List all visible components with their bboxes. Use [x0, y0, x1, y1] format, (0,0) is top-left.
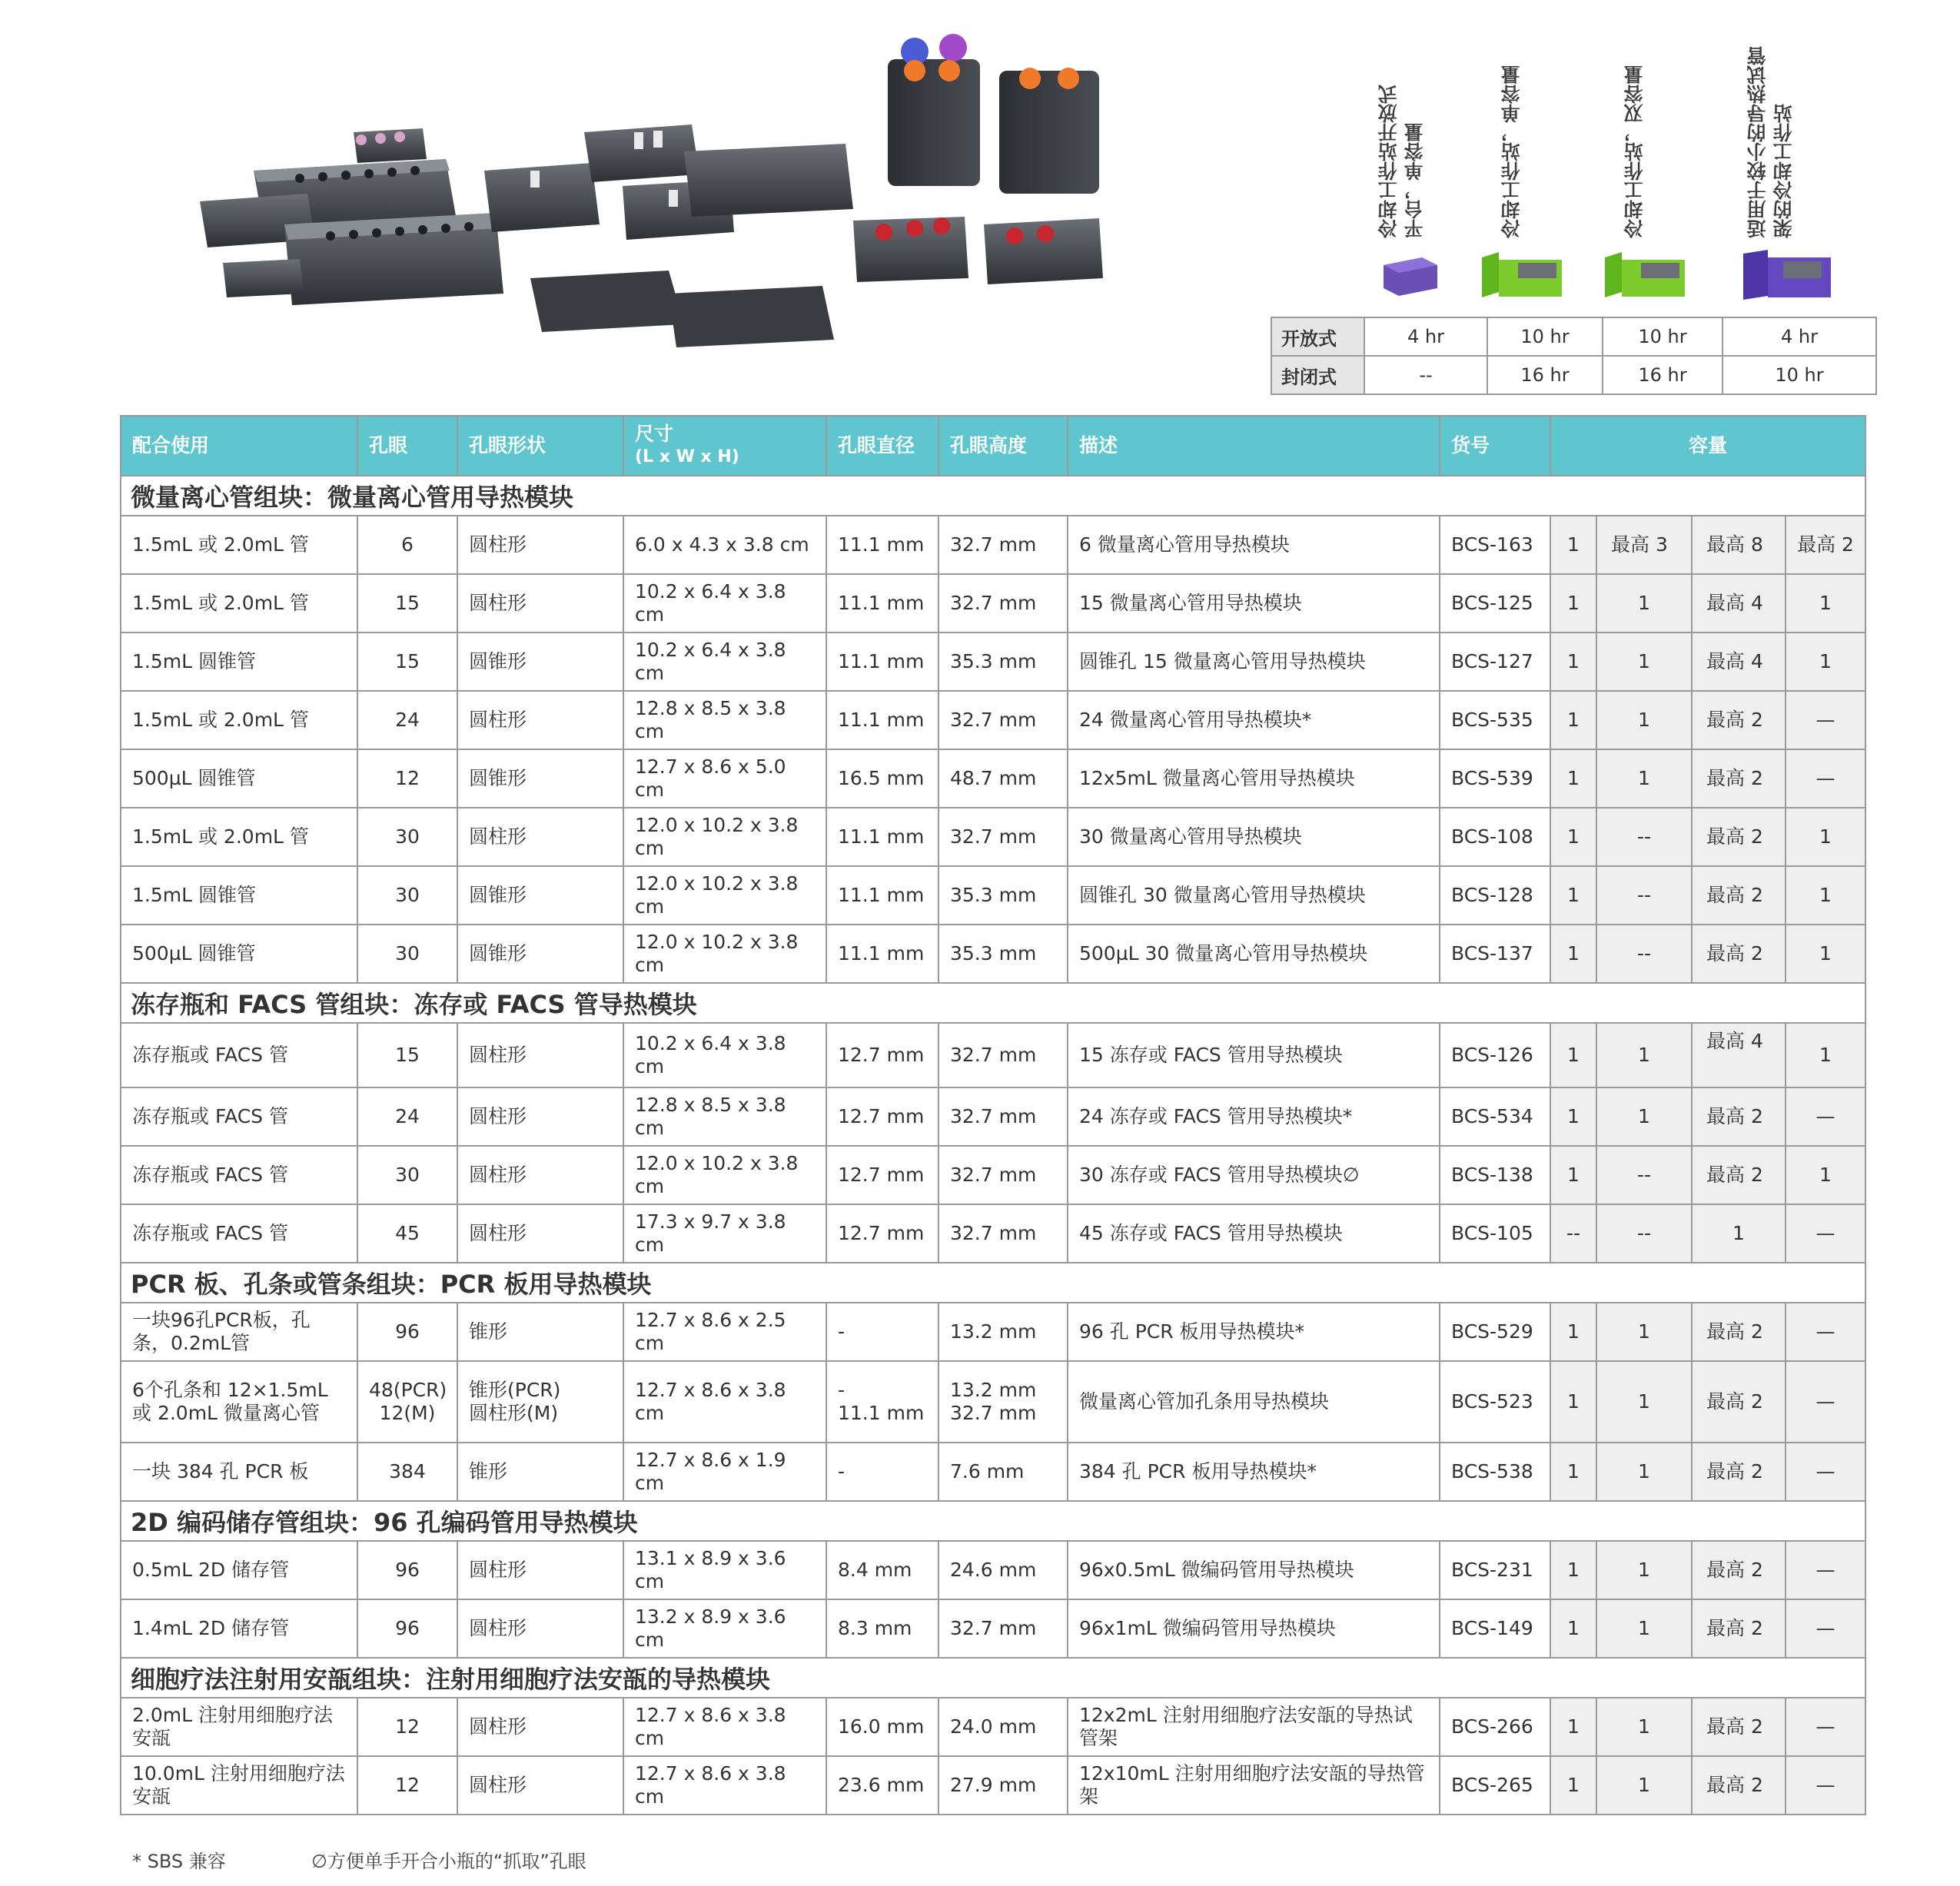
- cell-capacity-1: 1: [1550, 633, 1596, 691]
- cell-size: 10.2 x 6.4 x 3.8 cm: [623, 574, 826, 633]
- cell-capacity-1: 1: [1550, 866, 1596, 925]
- section-header: [121, 476, 1865, 516]
- header-height: 孔眼高度: [938, 416, 1068, 476]
- cell-size: 17.3 x 9.7 x 3.8 cm: [623, 1204, 826, 1263]
- cell-shape: 圆锥形: [457, 749, 623, 808]
- cell-shape: 圆锥形: [457, 633, 623, 691]
- cell-capacity-2: 1: [1596, 574, 1692, 633]
- cell-wells: 24: [357, 691, 457, 749]
- section-header: [121, 1263, 1865, 1303]
- vial-cube-group-icon: [888, 34, 1099, 194]
- closed-time-4: 10 hr: [1722, 356, 1876, 394]
- cell-use: 1.5mL 或 2.0mL 管: [121, 516, 357, 574]
- cell-capacity-1: 1: [1550, 1087, 1596, 1146]
- cell-height: 48.7 mm: [938, 749, 1068, 808]
- header-use: 配合使用: [121, 416, 357, 476]
- cell-capacity-1: 1: [1550, 1361, 1596, 1443]
- cell-capacity-2: 1: [1596, 1599, 1692, 1658]
- cell-diameter: 11.1 mm: [826, 691, 938, 749]
- header-wells: 孔眼: [357, 416, 457, 476]
- cell-description: 15 冻存或 FACS 管用导热模块: [1068, 1023, 1440, 1087]
- cell-wells: 12: [357, 749, 457, 808]
- cell-size: 12.7 x 8.6 x 1.9 cm: [623, 1443, 826, 1501]
- cell-part-number: BCS-265: [1440, 1756, 1550, 1815]
- small-rack-workstation-icon: [1737, 246, 1837, 304]
- cell-height: 32.7 mm: [938, 691, 1068, 749]
- cell-height: 24.0 mm: [938, 1698, 1068, 1756]
- header-size-label: 尺寸: [635, 423, 674, 445]
- cell-shape: 圆柱形: [457, 1756, 623, 1815]
- cell-use: 1.5mL 或 2.0mL 管: [121, 574, 357, 633]
- cell-size: 13.1 x 8.9 x 3.6 cm: [623, 1541, 826, 1599]
- cell-description: 96x0.5mL 微编码管用导热模块: [1068, 1541, 1440, 1599]
- cell-use: 冻存瓶或 FACS 管: [121, 1146, 357, 1204]
- cell-shape: 圆柱形: [457, 1087, 623, 1146]
- table-row: [121, 1087, 1865, 1146]
- cell-part-number: BCS-523: [1440, 1361, 1550, 1443]
- cell-capacity-1: 1: [1550, 574, 1596, 633]
- cell-capacity-3: 最高 2: [1692, 866, 1786, 925]
- cell-use: 10.0mL 注射用细胞疗法安瓿: [121, 1756, 357, 1815]
- workstation-label-4: 适用于较小的导热试管 架的冷却工作站: [1746, 46, 1795, 238]
- cell-capacity-1: 1: [1550, 1756, 1596, 1815]
- table-row: [121, 574, 1865, 633]
- cell-capacity-3: 最高 2: [1692, 1541, 1786, 1599]
- footnote-grab: ∅方便单手开合小瓶的“抓取”孔眼: [311, 1851, 586, 1872]
- cell-capacity-4: —: [1786, 691, 1865, 749]
- cell-capacity-2: 最高 3: [1596, 516, 1692, 574]
- cell-description: 96x1mL 微编码管用导热模块: [1068, 1599, 1440, 1658]
- cell-wells: 30: [357, 866, 457, 925]
- cell-capacity-4: —: [1786, 1303, 1865, 1361]
- cell-capacity-4: 1: [1786, 1023, 1865, 1087]
- cell-capacity-4: 1: [1786, 866, 1865, 925]
- cell-shape: 锥形: [457, 1303, 623, 1361]
- cell-shape: 圆柱形: [457, 1146, 623, 1204]
- cell-capacity-2: --: [1596, 808, 1692, 866]
- cell-part-number: BCS-108: [1440, 808, 1550, 866]
- cell-description: 500µL 30 微量离心管用导热模块: [1068, 925, 1440, 983]
- cell-diameter: 8.3 mm: [826, 1599, 938, 1658]
- open-time-4: 4 hr: [1722, 317, 1876, 356]
- cell-shape: 圆柱形: [457, 808, 623, 866]
- cell-use: 冻存瓶或 FACS 管: [121, 1023, 357, 1087]
- open-workstation-single-icon: [1380, 246, 1441, 300]
- cell-description: 12x5mL 微量离心管用导热模块: [1068, 749, 1440, 808]
- cell-wells: 45: [357, 1204, 457, 1263]
- open-time-3: 10 hr: [1603, 317, 1722, 356]
- product-photo: [192, 17, 1138, 355]
- workstation-label-1: 冷却工作站开放式 平台，单容量: [1377, 85, 1426, 238]
- cell-capacity-3: 最高 2: [1692, 925, 1786, 983]
- cell-description: 96 孔 PCR 板用导热模块*: [1068, 1303, 1440, 1361]
- cell-capacity-4: 最高 2: [1786, 516, 1865, 574]
- workstation-double-icon: [1599, 246, 1691, 304]
- cell-capacity-2: 1: [1596, 691, 1692, 749]
- cell-capacity-4: —: [1786, 1599, 1865, 1658]
- cell-height: 35.3 mm: [938, 866, 1068, 925]
- cell-part-number: BCS-266: [1440, 1698, 1550, 1756]
- cell-diameter: -: [826, 1443, 938, 1501]
- microtube-block-group-icon: [200, 128, 503, 305]
- header-description: 描述: [1068, 416, 1440, 476]
- cell-height: 32.7 mm: [938, 1023, 1068, 1087]
- cell-part-number: BCS-126: [1440, 1023, 1550, 1087]
- header-shape: 孔眼形状: [457, 416, 623, 476]
- cell-shape: 圆柱形: [457, 1204, 623, 1263]
- section-title: 2D 编码储存管组块：96 孔编码管用导热模块: [121, 1501, 1865, 1541]
- table-row: [121, 1756, 1865, 1815]
- cell-description: 24 冻存或 FACS 管用导热模块*: [1068, 1087, 1440, 1146]
- cell-description: 24 微量离心管用导热模块*: [1068, 691, 1440, 749]
- cell-description: 12x10mL 注射用细胞疗法安瓿的导热管架: [1068, 1756, 1440, 1815]
- cell-part-number: BCS-163: [1440, 516, 1550, 574]
- cell-part-number: BCS-125: [1440, 574, 1550, 633]
- cell-capacity-3: 最高 4: [1692, 633, 1786, 691]
- cell-capacity-4: —: [1786, 1541, 1865, 1599]
- open-time-1: 4 hr: [1364, 317, 1487, 356]
- cell-capacity-4: 1: [1786, 1146, 1865, 1204]
- cell-capacity-1: 1: [1550, 749, 1596, 808]
- cell-height: 32.7 mm: [938, 1204, 1068, 1263]
- cell-capacity-2: 1: [1596, 1541, 1692, 1599]
- cell-height: 35.3 mm: [938, 633, 1068, 691]
- cell-shape: 锥形(PCR) 圆柱形(M): [457, 1361, 623, 1443]
- cell-diameter: 11.1 mm: [826, 808, 938, 866]
- cell-wells: 6: [357, 516, 457, 574]
- cell-capacity-2: --: [1596, 1146, 1692, 1204]
- cell-capacity-3: 最高 2: [1692, 1303, 1786, 1361]
- cell-height: 27.9 mm: [938, 1756, 1068, 1815]
- cell-use: 一块 384 孔 PCR 板: [121, 1443, 357, 1501]
- cell-use: 1.5mL 或 2.0mL 管: [121, 808, 357, 866]
- cell-capacity-3: 最高 2: [1692, 1361, 1786, 1443]
- cell-capacity-1: 1: [1550, 691, 1596, 749]
- cell-size: 12.7 x 8.6 x 3.8 cm: [623, 1756, 826, 1815]
- cell-part-number: BCS-538: [1440, 1443, 1550, 1501]
- cell-diameter: 16.5 mm: [826, 749, 938, 808]
- cell-diameter: 8.4 mm: [826, 1541, 938, 1599]
- cell-part-number: BCS-149: [1440, 1599, 1550, 1658]
- cell-diameter: 12.7 mm: [826, 1204, 938, 1263]
- cell-capacity-2: 1: [1596, 1698, 1692, 1756]
- cell-use: 冻存瓶或 FACS 管: [121, 1087, 357, 1146]
- cell-size: 12.0 x 10.2 x 3.8 cm: [623, 1146, 826, 1204]
- cell-capacity-2: 1: [1596, 749, 1692, 808]
- cell-height: 13.2 mm: [938, 1303, 1068, 1361]
- cell-size: 12.8 x 8.5 x 3.8 cm: [623, 1087, 826, 1146]
- table-row: [121, 925, 1865, 983]
- workstation-row-open: [1271, 317, 1876, 356]
- cell-capacity-3: 最高 2: [1692, 1087, 1786, 1146]
- cell-height: 32.7 mm: [938, 1146, 1068, 1204]
- cell-shape: 圆柱形: [457, 1599, 623, 1658]
- cell-part-number: BCS-137: [1440, 925, 1550, 983]
- cell-size: 12.0 x 10.2 x 3.8 cm: [623, 808, 826, 866]
- cell-description: 30 微量离心管用导热模块: [1068, 808, 1440, 866]
- cell-wells: 96: [357, 1303, 457, 1361]
- section-title: 冻存瓶和 FACS 管组块：冻存或 FACS 管导热模块: [121, 983, 1865, 1023]
- cell-description: 6 微量离心管用导热模块: [1068, 516, 1440, 574]
- workstation-single-icon: [1476, 246, 1568, 304]
- cell-capacity-3: 最高 2: [1692, 1756, 1786, 1815]
- cell-capacity-4: 1: [1786, 574, 1865, 633]
- cell-shape: 圆柱形: [457, 1023, 623, 1087]
- workstation-label-2: 冷却工作站，单容量: [1500, 65, 1523, 238]
- table-row: [121, 1698, 1865, 1756]
- cell-capacity-1: 1: [1550, 1146, 1596, 1204]
- open-time-2: 10 hr: [1487, 317, 1603, 356]
- cell-capacity-2: 1: [1596, 1361, 1692, 1443]
- cell-size: 13.2 x 8.9 x 3.6 cm: [623, 1599, 826, 1658]
- cell-diameter: 12.7 mm: [826, 1146, 938, 1204]
- cell-capacity-4: 1: [1786, 633, 1865, 691]
- cell-part-number: BCS-128: [1440, 866, 1550, 925]
- cell-part-number: BCS-127: [1440, 633, 1550, 691]
- cell-shape: 圆柱形: [457, 1698, 623, 1756]
- product-table: [120, 415, 1866, 1815]
- cell-capacity-2: 1: [1596, 1303, 1692, 1361]
- cell-use: 1.5mL 圆锥管: [121, 633, 357, 691]
- workstation-label-3: 冷却工作站，双容量: [1623, 65, 1646, 238]
- cell-capacity-1: 1: [1550, 925, 1596, 983]
- cell-capacity-3: 最高 2: [1692, 1146, 1786, 1204]
- table-row: [121, 1361, 1865, 1443]
- cell-capacity-1: 1: [1550, 1599, 1596, 1658]
- ampule-block-group-icon: [853, 217, 1103, 284]
- table-row: [121, 516, 1865, 574]
- cell-part-number: BCS-534: [1440, 1087, 1550, 1146]
- cell-shape: 圆锥形: [457, 866, 623, 925]
- footnote-sbs: * SBS 兼容: [132, 1851, 226, 1872]
- cell-diameter: 12.7 mm: [826, 1087, 938, 1146]
- cell-wells: 24: [357, 1087, 457, 1146]
- cell-height: 32.7 mm: [938, 1599, 1068, 1658]
- section-title: PCR 板、孔条或管条组块：PCR 板用导热模块: [121, 1263, 1865, 1303]
- cell-capacity-2: 1: [1596, 633, 1692, 691]
- cell-use: 1.5mL 或 2.0mL 管: [121, 691, 357, 749]
- cell-diameter: 11.1 mm: [826, 574, 938, 633]
- table-row: [121, 1599, 1865, 1658]
- cell-capacity-4: —: [1786, 1361, 1865, 1443]
- cell-capacity-4: —: [1786, 1698, 1865, 1756]
- table-row: [121, 866, 1865, 925]
- cell-use: 500µL 圆锥管: [121, 749, 357, 808]
- cell-size: 12.7 x 8.6 x 3.8 cm: [623, 1698, 826, 1756]
- header-size: [623, 416, 826, 476]
- cell-height: 32.7 mm: [938, 516, 1068, 574]
- header-size-unit: (L x W x H): [635, 447, 739, 467]
- workstation-row-closed: [1271, 356, 1876, 394]
- cell-size: 12.8 x 8.5 x 3.8 cm: [623, 691, 826, 749]
- header-capacity: 容量: [1550, 416, 1865, 476]
- cell-diameter: -: [826, 1303, 938, 1361]
- row-label-closed: 封闭式: [1271, 356, 1364, 394]
- cell-size: 12.7 x 8.6 x 2.5 cm: [623, 1303, 826, 1361]
- cell-capacity-1: 1: [1550, 1541, 1596, 1599]
- header-part-number: 货号: [1440, 416, 1550, 476]
- cell-capacity-1: 1: [1550, 516, 1596, 574]
- cell-height: 7.6 mm: [938, 1443, 1068, 1501]
- facs-block-group-icon: [484, 125, 853, 347]
- cell-capacity-3: 1: [1692, 1204, 1786, 1263]
- table-body: [121, 476, 1865, 1815]
- cell-use: 1.4mL 2D 储存管: [121, 1599, 357, 1658]
- cell-height: 32.7 mm: [938, 574, 1068, 633]
- cell-size: 12.7 x 8.6 x 3.8 cm: [623, 1361, 826, 1443]
- cell-capacity-3: 最高 2: [1692, 1698, 1786, 1756]
- cell-capacity-2: --: [1596, 866, 1692, 925]
- cell-capacity-1: 1: [1550, 1698, 1596, 1756]
- section-header: [121, 1658, 1865, 1698]
- cell-part-number: BCS-138: [1440, 1146, 1550, 1204]
- cell-wells: 15: [357, 574, 457, 633]
- table-row: [121, 1023, 1865, 1087]
- cell-description: 圆锥孔 15 微量离心管用导热模块: [1068, 633, 1440, 691]
- cell-wells: 30: [357, 925, 457, 983]
- section-header: [121, 983, 1865, 1023]
- cell-capacity-3: 最高 2: [1692, 691, 1786, 749]
- cell-wells: 12: [357, 1698, 457, 1756]
- cell-description: 12x2mL 注射用细胞疗法安瓿的导热试管架: [1068, 1698, 1440, 1756]
- table-row: [121, 1541, 1865, 1599]
- cell-capacity-4: —: [1786, 749, 1865, 808]
- cell-capacity-2: --: [1596, 925, 1692, 983]
- header-diameter: 孔眼直径: [826, 416, 938, 476]
- table-row: [121, 1303, 1865, 1361]
- table-row: [121, 1443, 1865, 1501]
- cell-use: 2.0mL 注射用细胞疗法安瓿: [121, 1698, 357, 1756]
- cell-use: 6个孔条和 12×1.5mL 或 2.0mL 微量离心管: [121, 1361, 357, 1443]
- cell-capacity-2: 1: [1596, 1443, 1692, 1501]
- cell-capacity-3: 最高 2: [1692, 1443, 1786, 1501]
- cell-capacity-1: 1: [1550, 808, 1596, 866]
- table-row: [121, 808, 1865, 866]
- cell-capacity-1: 1: [1550, 1023, 1596, 1087]
- cell-part-number: BCS-539: [1440, 749, 1550, 808]
- cell-capacity-1: --: [1550, 1204, 1596, 1263]
- cell-capacity-3: 最高 2: [1692, 1599, 1786, 1658]
- table-row: [121, 749, 1865, 808]
- cell-capacity-4: 1: [1786, 925, 1865, 983]
- cell-size: 10.2 x 6.4 x 3.8 cm: [623, 633, 826, 691]
- cell-capacity-3: 最高 4: [1692, 574, 1786, 633]
- cell-description: 45 冻存或 FACS 管用导热模块: [1068, 1204, 1440, 1263]
- table-row: [121, 1146, 1865, 1204]
- cell-part-number: BCS-535: [1440, 691, 1550, 749]
- cell-height: 32.7 mm: [938, 808, 1068, 866]
- cell-size: 10.2 x 6.4 x 3.8 cm: [623, 1023, 826, 1087]
- table-header-row: [121, 416, 1865, 476]
- cell-wells: 96: [357, 1541, 457, 1599]
- cell-capacity-3: 最高 4: [1692, 1023, 1786, 1087]
- section-header: [121, 1501, 1865, 1541]
- workstation-time-table: [1271, 317, 1877, 395]
- cell-part-number: BCS-105: [1440, 1204, 1550, 1263]
- cell-capacity-4: —: [1786, 1756, 1865, 1815]
- cell-shape: 圆柱形: [457, 691, 623, 749]
- cell-shape: 圆锥形: [457, 925, 623, 983]
- cell-wells: 15: [357, 633, 457, 691]
- cell-size: 6.0 x 4.3 x 3.8 cm: [623, 516, 826, 574]
- cell-height: 35.3 mm: [938, 925, 1068, 983]
- cell-diameter: 12.7 mm: [826, 1023, 938, 1087]
- cell-capacity-4: —: [1786, 1087, 1865, 1146]
- cell-shape: 圆柱形: [457, 1541, 623, 1599]
- cell-capacity-3: 最高 2: [1692, 749, 1786, 808]
- cell-wells: 15: [357, 1023, 457, 1087]
- cell-capacity-2: --: [1596, 1204, 1692, 1263]
- table-row: [121, 1204, 1865, 1263]
- table-row: [121, 691, 1865, 749]
- cell-capacity-3: 最高 8: [1692, 516, 1786, 574]
- cell-description: 微量离心管加孔条用导热模块: [1068, 1361, 1440, 1443]
- section-title: 细胞疗法注射用安瓿组块：注射用细胞疗法安瓿的导热模块: [121, 1658, 1865, 1698]
- cell-capacity-4: —: [1786, 1443, 1865, 1501]
- cell-use: 500µL 圆锥管: [121, 925, 357, 983]
- cell-size: 12.7 x 8.6 x 5.0 cm: [623, 749, 826, 808]
- cell-use: 冻存瓶或 FACS 管: [121, 1204, 357, 1263]
- cell-shape: 圆柱形: [457, 516, 623, 574]
- cell-capacity-4: 1: [1786, 808, 1865, 866]
- cell-diameter: 11.1 mm: [826, 925, 938, 983]
- cell-shape: 锥形: [457, 1443, 623, 1501]
- cell-diameter: 11.1 mm: [826, 633, 938, 691]
- cell-height: 32.7 mm: [938, 1087, 1068, 1146]
- cell-capacity-1: 1: [1550, 1303, 1596, 1361]
- cell-use: 一块96孔PCR板，孔条，0.2mL管: [121, 1303, 357, 1361]
- cell-wells: 12: [357, 1756, 457, 1815]
- section-title: 微量离心管组块：微量离心管用导热模块: [121, 476, 1865, 516]
- cell-height: 24.6 mm: [938, 1541, 1068, 1599]
- table-row: [121, 633, 1865, 691]
- row-label-open: 开放式: [1271, 317, 1364, 356]
- cell-capacity-2: 1: [1596, 1023, 1692, 1087]
- cell-height: 13.2 mm 32.7 mm: [938, 1361, 1068, 1443]
- cell-capacity-3: 最高 2: [1692, 808, 1786, 866]
- closed-time-3: 16 hr: [1603, 356, 1722, 394]
- cell-capacity-2: 1: [1596, 1756, 1692, 1815]
- cell-capacity-1: 1: [1550, 1443, 1596, 1501]
- cell-description: 圆锥孔 30 微量离心管用导热模块: [1068, 866, 1440, 925]
- cell-description: 30 冻存或 FACS 管用导热模块∅: [1068, 1146, 1440, 1204]
- cell-part-number: BCS-529: [1440, 1303, 1550, 1361]
- cell-capacity-4: —: [1786, 1204, 1865, 1263]
- cell-wells: 96: [357, 1599, 457, 1658]
- cell-diameter: 11.1 mm: [826, 866, 938, 925]
- cell-use: 0.5mL 2D 储存管: [121, 1541, 357, 1599]
- cell-capacity-2: 1: [1596, 1087, 1692, 1146]
- cell-wells: 48(PCR) 12(M): [357, 1361, 457, 1443]
- cell-size: 12.0 x 10.2 x 3.8 cm: [623, 866, 826, 925]
- cell-diameter: 16.0 mm: [826, 1698, 938, 1756]
- cell-wells: 384: [357, 1443, 457, 1501]
- cell-shape: 圆柱形: [457, 574, 623, 633]
- cell-wells: 30: [357, 1146, 457, 1204]
- cell-size: 12.0 x 10.2 x 3.8 cm: [623, 925, 826, 983]
- cell-diameter: 23.6 mm: [826, 1756, 938, 1815]
- cell-description: 15 微量离心管用导热模块: [1068, 574, 1440, 633]
- cell-use: 1.5mL 圆锥管: [121, 866, 357, 925]
- cell-part-number: BCS-231: [1440, 1541, 1550, 1599]
- cell-diameter: 11.1 mm: [826, 516, 938, 574]
- closed-time-2: 16 hr: [1487, 356, 1603, 394]
- cell-diameter: - 11.1 mm: [826, 1361, 938, 1443]
- cell-wells: 30: [357, 808, 457, 866]
- cell-description: 384 孔 PCR 板用导热模块*: [1068, 1443, 1440, 1501]
- closed-time-1: --: [1364, 356, 1487, 394]
